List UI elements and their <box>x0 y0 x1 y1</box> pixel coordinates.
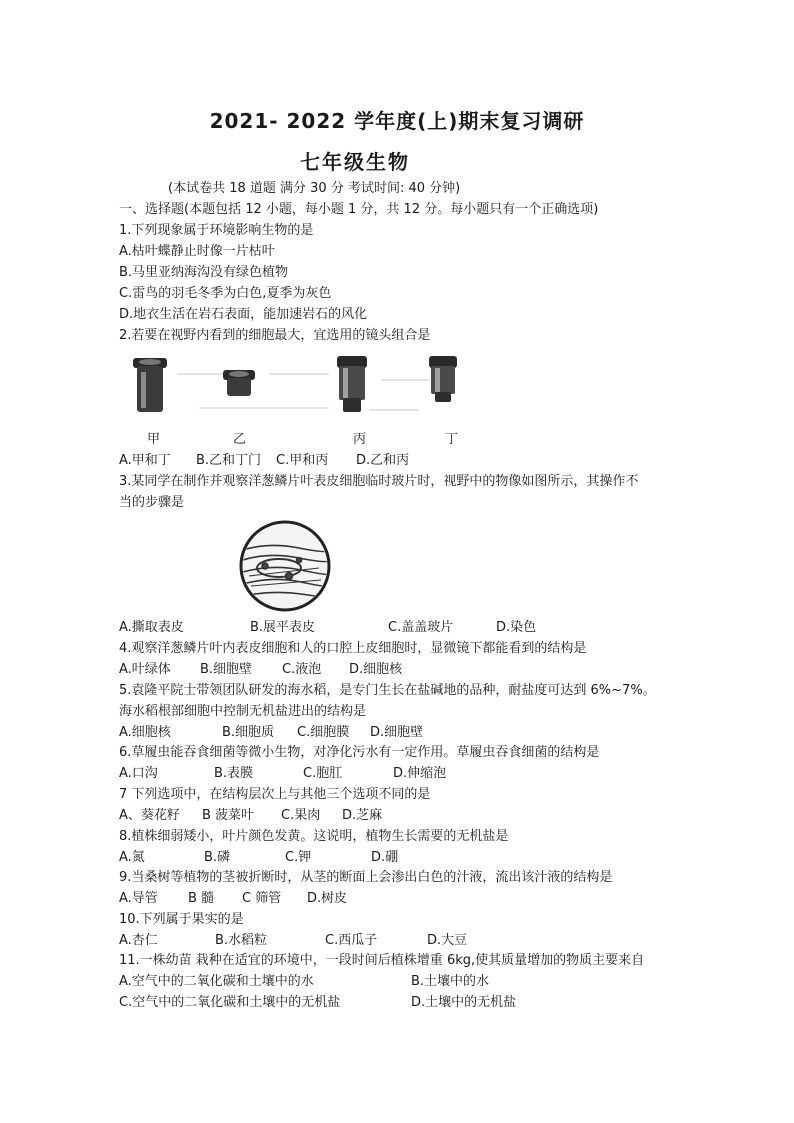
q5-option-d: D.细胞壁 <box>370 725 424 740</box>
q2-stem: 2.若要在视野内看到的细胞最大，宜选用的镜头组合是 <box>119 328 431 343</box>
q7-option-b: B 菠菜叶 <box>202 808 255 823</box>
q2-option-b: B.乙和丁门 <box>196 453 262 468</box>
q3-option-c: C.盖盖玻片 <box>388 620 454 635</box>
q5-option-a: A.细胞核 <box>119 725 171 740</box>
q9-option-c: C 筛管 <box>242 891 282 906</box>
q8-option-b: B.磷 <box>204 850 231 865</box>
lens-yi-icon <box>223 370 255 396</box>
q2-option-d: D.乙和丙 <box>356 453 410 468</box>
q5-stem-line1: 5.袁隆平院士带领团队研发的海水稻，是专门生长在盐碱地的品种，耐盐度可达到 6%~7%。 <box>119 683 656 698</box>
q5-option-b: B.细胞质 <box>222 725 275 740</box>
q6-option-a: A.口沟 <box>119 766 158 781</box>
q4-option-b: B.细胞壁 <box>200 662 253 677</box>
q7-option-c: C.果肉 <box>281 808 321 823</box>
section-heading: 一、选择题(本题包括 12 小题，每小题 1 分，共 12 分。每小题只有一个正确选项) <box>119 202 599 217</box>
q11-option-b: B.土壤中的水 <box>411 974 490 989</box>
lens-label-yi: 乙 <box>233 432 247 447</box>
q11-option-c: C.空气中的二氧化碳和土壤中的无机盐 <box>119 995 341 1010</box>
q10-option-a: A.杏仁 <box>119 933 158 948</box>
q4-option-a: A.叶绿体 <box>119 662 171 677</box>
q9-option-b: B 髓 <box>188 891 215 906</box>
q7-stem: 7 下列选项中，在结构层次上与其他三个选项不同的是 <box>119 787 431 802</box>
q3-option-d: D.染色 <box>496 620 537 635</box>
exam-info: (本试卷共 18 道题 满分 30 分 考试时间: 40 分钟) <box>168 181 461 196</box>
q6-option-c: C.胞肛 <box>303 766 343 781</box>
lens-label-jia: 甲 <box>147 432 161 447</box>
q4-stem: 4.观察洋葱鳞片叶内表皮细胞和人的口腔上皮细胞时，显微镜下都能看到的结构是 <box>119 641 587 656</box>
microscope-field-image <box>239 520 331 612</box>
q8-stem: 8.植株细弱矮小，叶片颜色发黄。这说明，植物生长需要的无机盐是 <box>119 829 509 844</box>
lens-ding-icon <box>429 356 457 402</box>
q1-option-b: B.马里亚纳海沟没有绿色植物 <box>119 265 289 280</box>
q6-stem: 6.草履虫能吞食细菌等微小生物，对净化污水有一定作用。草履虫吞食细菌的结构是 <box>119 745 600 760</box>
q11-option-a: A.空气中的二氧化碳和土壤中的水 <box>119 974 314 989</box>
q4-option-c: C.液泡 <box>282 662 322 677</box>
q7-option-a: A、葵花籽 <box>119 808 180 823</box>
q10-option-d: D.大豆 <box>427 933 468 948</box>
q2-option-c: C.甲和丙 <box>276 453 329 468</box>
q9-option-a: A.导管 <box>119 891 158 906</box>
q6-option-b: B.表膜 <box>214 766 254 781</box>
q3-stem-line1: 3.某同学在制作并观察洋葱鳞片叶表皮细胞临时玻片时，视野中的物像如图所示，其操作不 <box>119 474 639 489</box>
q1-option-a: A.枯叶蝶静止时像一片枯叶 <box>119 244 275 259</box>
q3-option-b: B.展平表皮 <box>250 620 316 635</box>
q1-option-d: D.地衣生活在岩石表面，能加速岩石的风化 <box>119 307 368 322</box>
q11-stem: 11.一株幼苗 栽种在适宜的环境中，一段时间后植株增重 6kg,使其质量增加的物质主要来自 <box>119 953 645 968</box>
q1-option-c: C.雷鸟的羽毛冬季为白色,夏季为灰色 <box>119 286 332 301</box>
q5-option-c: C.细胞膜 <box>297 725 350 740</box>
lens-label-bing: 丙 <box>353 432 367 447</box>
q1-stem: 1.下列现象属于环境影响生物的是 <box>119 223 314 238</box>
q7-option-d: D.芝麻 <box>342 808 383 823</box>
q4-option-d: D.细胞核 <box>349 662 403 677</box>
q11-option-d: D.土壤中的无机盐 <box>411 995 517 1010</box>
exam-subtitle: 七年级生物 <box>300 150 410 174</box>
q8-option-c: C.钾 <box>285 850 312 865</box>
q10-stem: 10.下列属于果实的是 <box>119 912 244 927</box>
lens-label-ding: 丁 <box>445 432 459 447</box>
q8-option-a: A.氮 <box>119 850 145 865</box>
q9-option-d: D.树皮 <box>307 891 348 906</box>
q10-option-b: B.水稻粒 <box>215 933 268 948</box>
q8-option-d: D.硼 <box>371 850 399 865</box>
q6-option-d: D.伸缩泡 <box>393 766 447 781</box>
q3-stem-line2: 当的步骤是 <box>119 495 185 510</box>
q5-stem-line2: 海水稻根部细胞中控制无机盐进出的结构是 <box>119 704 367 719</box>
q2-option-a: A.甲和丁 <box>119 453 171 468</box>
lens-figure <box>119 350 474 446</box>
q9-stem: 9.当桑树等植物的茎被折断时，从茎的断面上会渗出白色的汁液，流出该汁液的结构是 <box>119 870 613 885</box>
exam-title: 2021- 2022 学年度(上)期末复习调研 <box>209 109 585 133</box>
q3-option-a: A.撕取表皮 <box>119 620 184 635</box>
lens-bing-icon <box>337 356 367 412</box>
lens-jia-icon <box>133 358 167 412</box>
q10-option-c: C.西瓜子 <box>325 933 378 948</box>
